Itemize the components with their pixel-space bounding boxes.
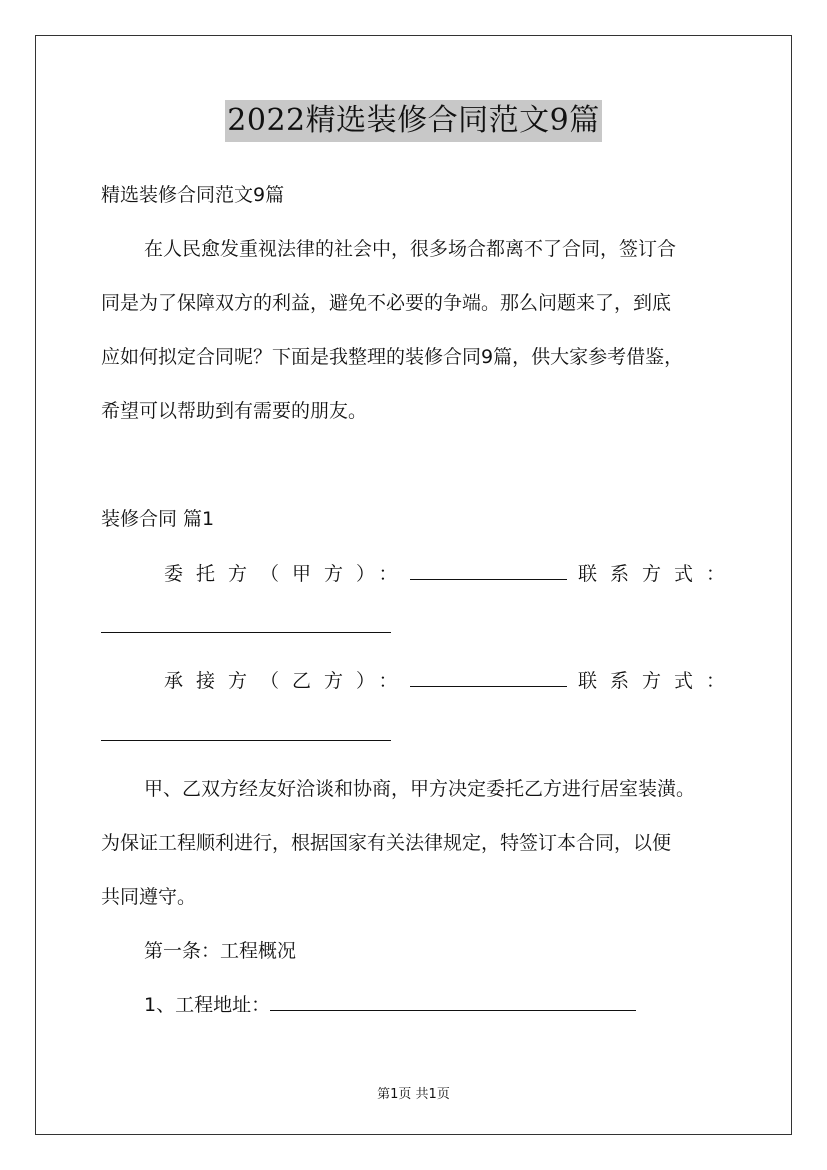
party-b-contact-label: 联系方式：	[578, 670, 739, 692]
party-b-blank-wrap	[410, 668, 567, 694]
intro-line-1: 在人民愈发重视法律的社会中，很多场合都离不了合同，签订合	[144, 238, 677, 260]
document-title: 2022精选装修合同范文9篇	[225, 100, 601, 142]
address-row	[144, 992, 636, 1018]
party-a-contact-blank	[101, 614, 391, 633]
party-b-blank	[410, 668, 567, 687]
party-a-label: 委托方（甲方）：	[164, 563, 411, 585]
party-b-label: 承接方（乙方）：	[164, 670, 411, 692]
address-blank	[270, 992, 636, 1011]
document-title-wrap	[0, 100, 827, 142]
party-b-contact-blank-wrap	[101, 722, 391, 748]
intro-line-4: 希望可以帮助到有需要的朋友。	[101, 400, 368, 422]
body-line-1: 甲、乙双方经友好洽谈和协商，甲方决定委托乙方进行居室装潢。	[144, 778, 696, 800]
intro-line-3: 应如何拟定合同呢？下面是我整理的装修合同9篇，供大家参考借鉴，	[101, 346, 684, 368]
section-heading: 装修合同 篇1	[101, 508, 215, 530]
page-footer: 第1页 共1页	[377, 1087, 450, 1102]
party-a-contact-label: 联系方式：	[578, 563, 739, 585]
party-a-blank	[410, 561, 567, 580]
address-label: 1、工程地址：	[144, 994, 271, 1016]
party-b-contact-blank	[101, 722, 391, 741]
body-line-2: 为保证工程顺利进行，根据国家有关法律规定，特签订本合同，以便	[101, 832, 672, 854]
article-one-heading: 第一条：工程概况	[144, 940, 297, 962]
intro-line-2: 同是为了保障双方的利益，避免不必要的争端。那么问题来了，到底	[101, 292, 672, 314]
body-line-3: 共同遵守。	[101, 886, 197, 908]
party-a-blank-wrap	[410, 561, 567, 587]
party-a-contact-blank-wrap	[101, 614, 391, 640]
document-subtitle: 精选装修合同范文9篇	[101, 184, 285, 206]
